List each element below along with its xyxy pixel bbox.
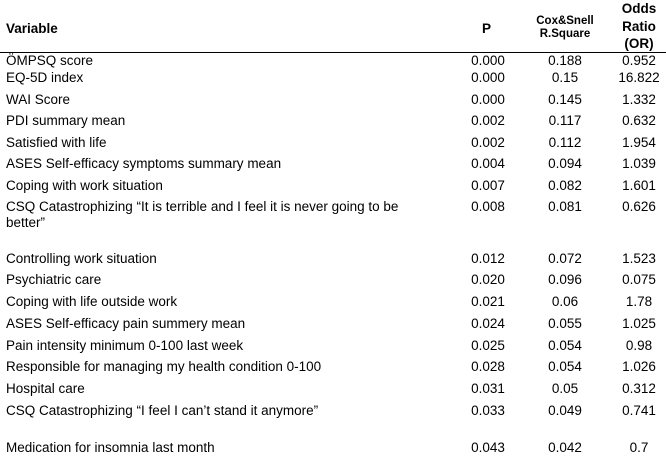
cell-variable: Satisfied with life: [6, 135, 107, 150]
cell-p: 0.033: [471, 403, 505, 418]
header-or-line2: Ratio: [622, 19, 656, 34]
cell-r2: 0.082: [548, 178, 582, 193]
header-r2-line2: R.Square: [539, 28, 591, 40]
cell-p: 0.021: [471, 294, 505, 309]
cell-r2: 0.096: [548, 272, 582, 287]
cell-p: 0.043: [471, 440, 505, 455]
cell-p: 0.004: [471, 156, 505, 171]
cell-r2: 0.05: [551, 381, 579, 396]
cell-r2: 0.081: [548, 199, 582, 214]
cell-or: 0.312: [622, 381, 656, 396]
cell-r2: 0.094: [548, 156, 582, 171]
cell-p: 0.028: [471, 359, 505, 374]
cell-or: 1.601: [622, 178, 656, 193]
cell-r2: 0.117: [548, 113, 582, 128]
cell-or: 1.039: [622, 156, 656, 171]
cell-variable: Medication for insomnia last month: [6, 440, 215, 455]
cell-or: 1.026: [622, 359, 656, 374]
cell-variable: EQ-5D index: [6, 70, 84, 85]
cell-variable: WAI Score: [6, 92, 71, 107]
cell-p: 0.012: [471, 251, 505, 266]
cell-r2: 0.145: [548, 92, 582, 107]
cell-or: 0.952: [622, 53, 656, 68]
cell-r2: 0.072: [548, 251, 582, 266]
cell-or: 1.78: [625, 294, 653, 309]
cell-or: 1.025: [622, 316, 656, 331]
header-p: P: [482, 21, 492, 36]
cell-p: 0.007: [471, 178, 505, 193]
cell-or: 0.626: [622, 199, 656, 214]
cell-variable: PDI summary mean: [6, 113, 126, 128]
cell-or: 1.332: [622, 92, 656, 107]
cell-p: 0.000: [471, 92, 505, 107]
cell-variable: Pain intensity minimum 0-100 last week: [6, 338, 244, 353]
cell-or: 1.954: [622, 135, 656, 150]
cell-p: 0.031: [471, 381, 505, 396]
cell-variable: Responsible for managing my health condition 0-100: [6, 359, 322, 374]
cell-variable: CSQ Catastrophizing “I feel I can’t stand it anymore”: [6, 403, 319, 418]
cell-or: 0.741: [622, 403, 656, 418]
cell-r2: 0.042: [548, 440, 582, 455]
header-or-line3: (OR): [624, 36, 654, 51]
cell-variable: ÖMPSQ score: [6, 53, 94, 68]
cell-or: 0.632: [622, 113, 656, 128]
cell-r2: 0.15: [551, 70, 579, 85]
cell-r2: 0.06: [551, 294, 579, 309]
cell-variable: ASES Self-efficacy pain summery mean: [6, 316, 246, 331]
cell-p: 0.024: [471, 316, 505, 331]
cell-r2: 0.055: [548, 316, 582, 331]
cell-r2: 0.054: [548, 359, 582, 374]
cell-or: 0.075: [622, 272, 656, 287]
cell-r2: 0.188: [548, 53, 582, 68]
cell-p: 0.000: [471, 70, 505, 85]
cell-p: 0.002: [471, 113, 505, 128]
cell-variable: CSQ Catastrophizing “It is terrible and I feel it is never going to be better”: [6, 199, 399, 230]
cell-variable: Coping with life outside work: [6, 294, 178, 309]
cell-variable: Coping with work situation: [6, 178, 163, 193]
cell-or: 0.98: [625, 338, 653, 353]
cell-r2: 0.054: [548, 338, 582, 353]
cell-p: 0.020: [471, 272, 505, 287]
cell-or: 1.523: [622, 251, 656, 266]
cell-p: 0.000: [471, 53, 505, 68]
cell-p: 0.025: [471, 338, 505, 353]
cell-variable: Controlling work situation: [6, 251, 157, 266]
cell-p: 0.002: [471, 135, 505, 150]
cell-variable: Hospital care: [6, 381, 85, 396]
header-r2-line1: Cox&Snell: [536, 15, 594, 27]
header-variable: Variable: [6, 21, 58, 36]
cell-variable: ASES Self-efficacy symptoms summary mean: [6, 156, 282, 171]
cell-r2: 0.112: [548, 135, 582, 150]
cell-or: 16.822: [618, 70, 660, 85]
cell-p: 0.008: [471, 199, 505, 214]
cell-r2: 0.049: [548, 403, 582, 418]
cell-or: 0.7: [629, 440, 649, 455]
cell-variable: Psychiatric care: [6, 272, 102, 287]
header-or-line1: Odds: [621, 1, 657, 16]
